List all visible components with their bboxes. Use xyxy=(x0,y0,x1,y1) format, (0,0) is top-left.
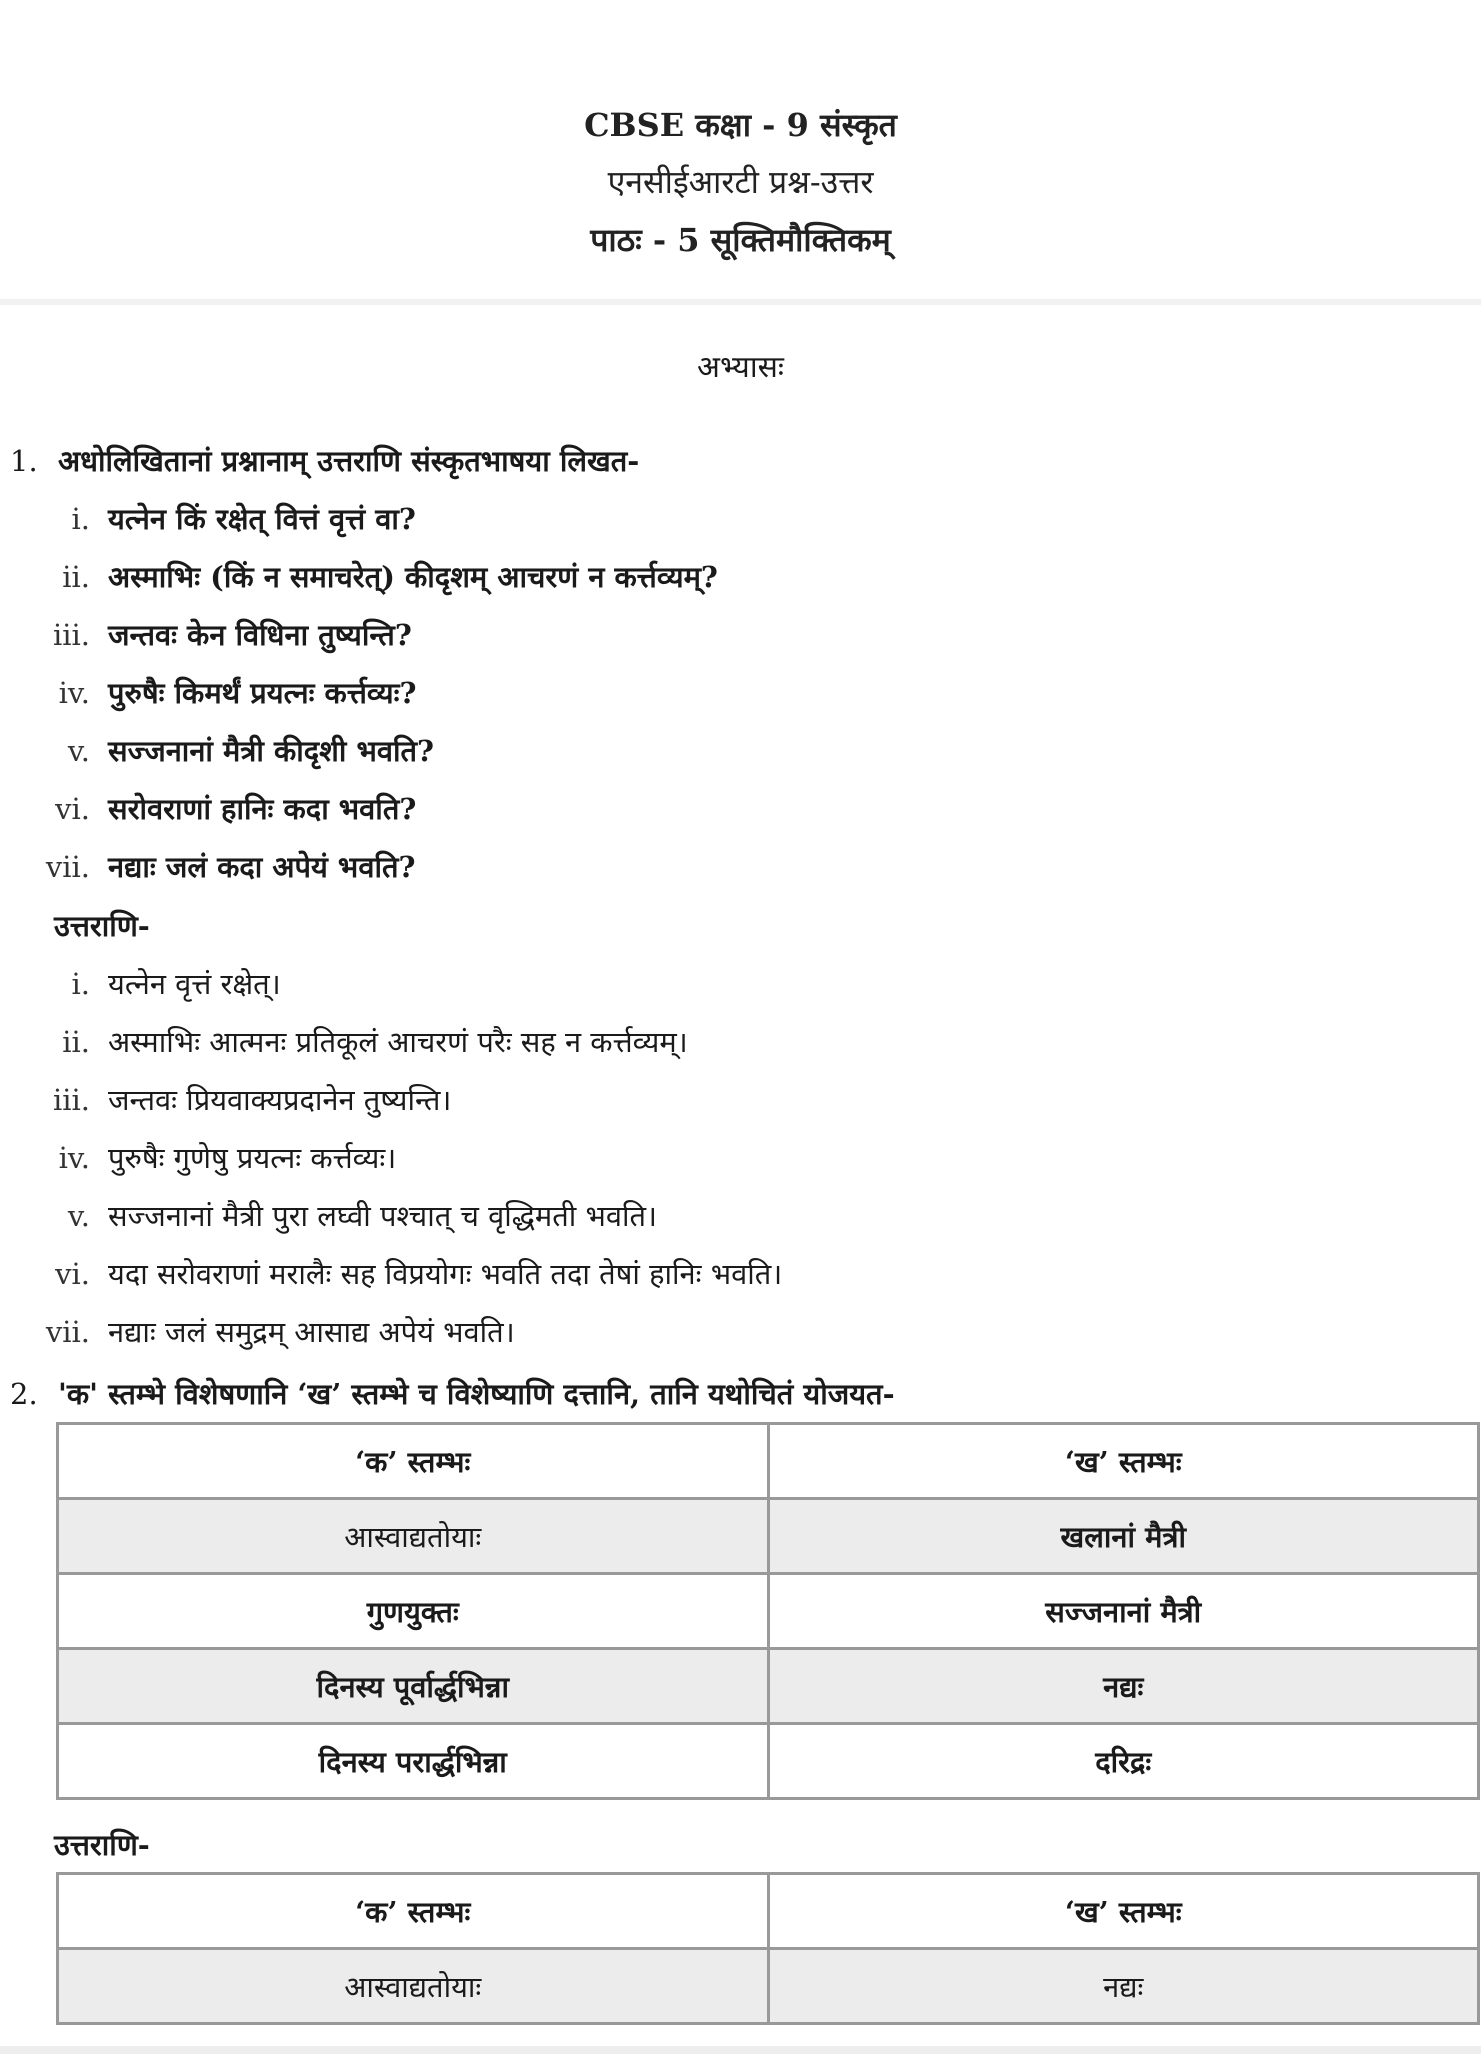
table-cell: दिनस्य परार्द्धभिन्ना xyxy=(58,1724,769,1799)
item-numeral: v. xyxy=(67,734,90,768)
answer-1-list xyxy=(0,955,1470,1361)
item-text: जन्तवः केन विधिना तुष्यन्ति? xyxy=(108,618,412,652)
list-item xyxy=(0,1129,1470,1187)
item-text: अस्माभिः (किं न समाचरेत्) कीदृशम् आचरणं न कर्त्तव्यम्? xyxy=(108,560,718,594)
list-item xyxy=(0,490,1470,548)
column-header-kha: ‘ख’ स्तम्भः xyxy=(768,1874,1479,1949)
item-numeral: vi. xyxy=(55,1257,90,1291)
list-item xyxy=(0,1187,1470,1245)
item-numeral: iii. xyxy=(52,618,90,652)
item-text: सज्जनानां मैत्री पुरा लघ्वी पश्चात् च वृद्धिमती भवति। xyxy=(108,1199,658,1233)
item-numeral: iii. xyxy=(52,1083,90,1117)
item-text: यत्नेन वृत्तं रक्षेत्। xyxy=(108,967,281,1001)
column-header-ka: ‘क’ स्तम्भः xyxy=(58,1874,769,1949)
item-numeral: v. xyxy=(67,1199,90,1233)
table-header-row xyxy=(58,1424,1479,1499)
header-subtitle: एनसीईआरटी प्रश्न-उत्तर xyxy=(607,163,874,201)
item-text: यत्नेन किं रक्षेत् वित्तं वृत्तं वा? xyxy=(108,502,416,536)
header-chapter: पाठः - 5 सूक्तिमौक्तिकम् xyxy=(590,221,891,259)
table-cell: आस्वाद्यतोयाः xyxy=(58,1499,769,1574)
question-1-heading xyxy=(10,441,639,481)
item-numeral: vii. xyxy=(45,1315,90,1349)
table-header-row xyxy=(58,1874,1479,1949)
item-numeral: iv. xyxy=(58,1141,90,1175)
question-number: 1. xyxy=(10,444,38,478)
column-header-kha: ‘ख’ स्तम्भः xyxy=(768,1424,1479,1499)
table-cell: नद्यः xyxy=(768,1649,1479,1724)
item-numeral: ii. xyxy=(62,1025,90,1059)
table-cell: आस्वाद्यतोयाः xyxy=(58,1949,769,2024)
item-text: सरोवराणां हानिः कदा भवति? xyxy=(108,792,417,826)
table-cell: दरिद्रः xyxy=(768,1724,1479,1799)
question-text: 'क' स्तम्भे विशेषणानि ‘ख’ स्तम्भे च विशेष्याणि दत्तानि, तानि यथोचितं योजयत- xyxy=(58,1377,895,1411)
list-item xyxy=(0,1013,1470,1071)
table-cell: दिनस्य पूर्वार्द्धभिन्ना xyxy=(58,1649,769,1724)
table-row xyxy=(58,1949,1479,2024)
item-text: यदा सरोवराणां मरालैः सह विप्रयोगः भवति तदा तेषां हानिः भवति। xyxy=(108,1257,783,1291)
list-item xyxy=(0,1245,1470,1303)
page-header xyxy=(0,0,1481,305)
question-2-heading xyxy=(10,1374,895,1414)
header-title: CBSE कक्षा - 9 संस्कृत xyxy=(584,106,897,144)
item-text: जन्तवः प्रियवाक्यप्रदानेन तुष्यन्ति। xyxy=(108,1083,452,1117)
table-cell: सज्जनानां मैत्री xyxy=(768,1574,1479,1649)
list-item xyxy=(0,838,1470,896)
list-item xyxy=(0,955,1470,1013)
list-item xyxy=(0,780,1470,838)
table-row xyxy=(58,1574,1479,1649)
item-numeral: ii. xyxy=(62,560,90,594)
list-item xyxy=(0,1303,1470,1361)
answers-label: उत्तराणि- xyxy=(54,909,150,943)
table-row xyxy=(58,1649,1479,1724)
item-text: अस्माभिः आत्मनः प्रतिकूलं आचरणं परैः सह न कर्त्तव्यम्। xyxy=(108,1025,688,1059)
answer-table xyxy=(56,1872,1480,2025)
section-title: अभ्यासः xyxy=(697,350,784,385)
item-numeral: vii. xyxy=(45,850,90,884)
item-numeral: i. xyxy=(71,967,90,1001)
item-numeral: iv. xyxy=(58,676,90,710)
column-header-ka: ‘क’ स्तम्भः xyxy=(58,1424,769,1499)
item-text: पुरुषैः गुणेषु प्रयत्नः कर्त्तव्यः। xyxy=(108,1141,397,1175)
list-item xyxy=(0,548,1470,606)
item-text: नद्याः जलं कदा अपेयं भवति? xyxy=(108,850,416,884)
table-row xyxy=(58,1724,1479,1799)
item-text: नद्याः जलं समुद्रम् आसाद्य अपेयं भवति। xyxy=(108,1315,515,1349)
item-numeral: vi. xyxy=(55,792,90,826)
answers-label: उत्तराणि- xyxy=(54,1828,150,1862)
item-text: पुरुषैः किमर्थं प्रयत्नः कर्त्तव्यः? xyxy=(108,676,417,710)
table-cell: गुणयुक्तः xyxy=(58,1574,769,1649)
table-cell: खलानां मैत्री xyxy=(768,1499,1479,1574)
table-row xyxy=(58,1499,1479,1574)
page-bottom-band xyxy=(0,2046,1481,2054)
question-number: 2. xyxy=(10,1377,38,1411)
matching-table xyxy=(56,1422,1480,1800)
list-item xyxy=(0,664,1470,722)
question-text: अधोलिखितानां प्रश्नानाम् उत्तराणि संस्कृतभाषया लिखत- xyxy=(58,444,640,478)
list-item xyxy=(0,722,1470,780)
question-1-list xyxy=(0,490,1470,896)
item-numeral: i. xyxy=(71,502,90,536)
table-cell: नद्यः xyxy=(768,1949,1479,2024)
list-item xyxy=(0,606,1470,664)
item-text: सज्जनानां मैत्री कीदृशी भवति? xyxy=(108,734,435,768)
list-item xyxy=(0,1071,1470,1129)
